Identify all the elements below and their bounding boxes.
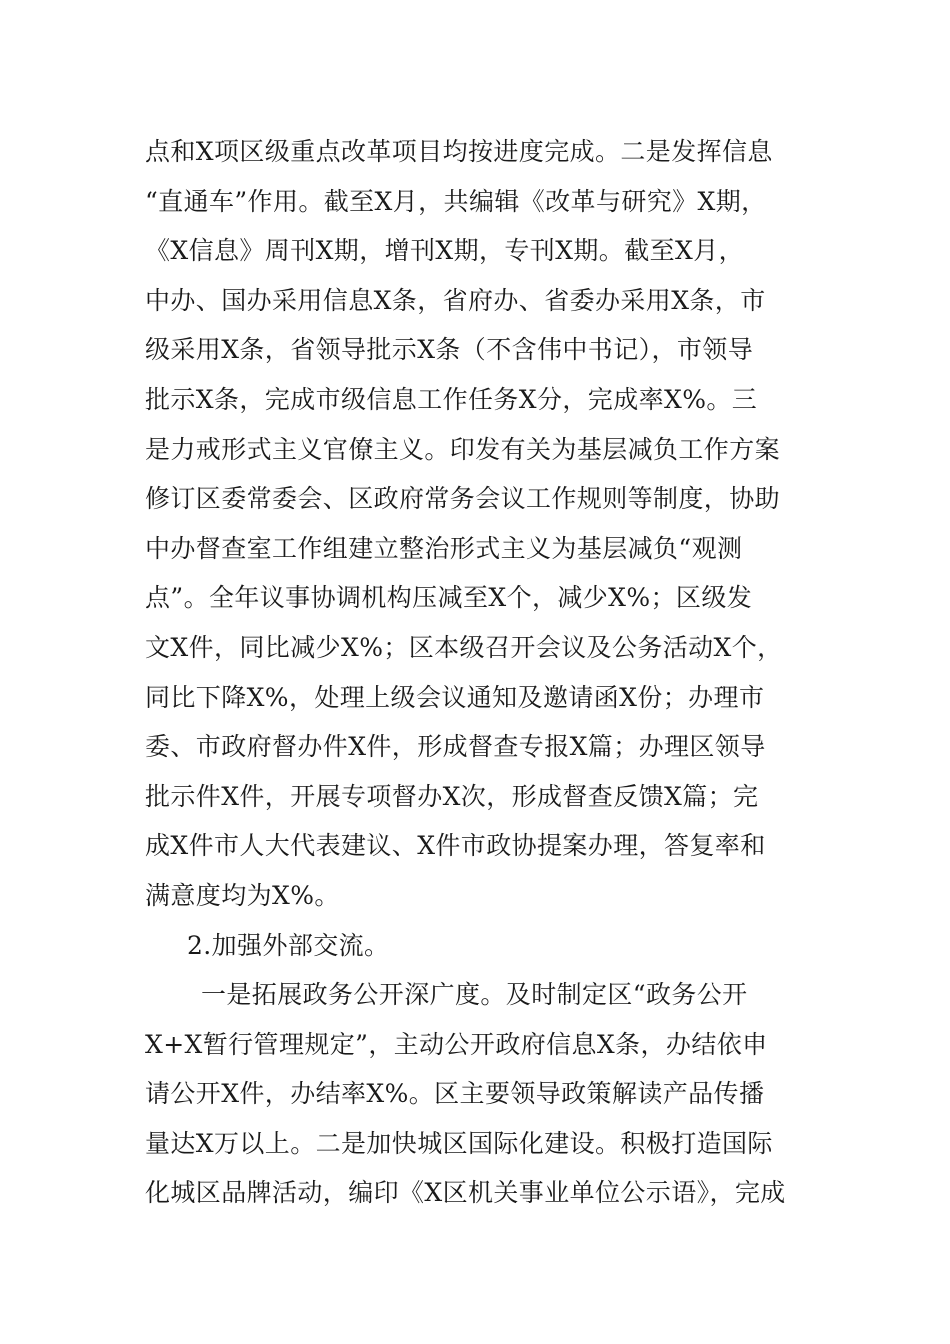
- text-line: 《X信息》周刊X期，增刊X期，专刊X期。截至X月，: [145, 236, 744, 266]
- text-line: 量达X万以上。二是加快城区国际化建设。积极打造国际: [145, 1128, 773, 1158]
- text-line: 点和X项区级重点改革项目均按进度完成。二是发挥信息: [145, 137, 773, 166]
- text-line: 成X件市人大代表建议、X件市政协提案办理，答复率和: [145, 831, 766, 861]
- text-line: “直通车”作用。截至X月，共编辑《改革与研究》X期，: [145, 186, 767, 216]
- text-line: 文X件，同比减少X%；区本级召开会议及公务活动X个，: [145, 632, 783, 662]
- section-heading: 2.加强外部交流。: [187, 930, 390, 960]
- text-line: 中办、国办采用信息X条，省府办、省委办采用X条，市: [145, 285, 766, 315]
- text-line: 请公开X件，办结率X%。区主要领导政策解读产品传播: [145, 1079, 765, 1109]
- text-line: 批示X条，完成市级信息工作任务X分，完成率X%。三: [145, 384, 758, 414]
- text-line: 中办督查室工作组建立整治形式主义为基层减负“观测: [145, 533, 743, 563]
- text-line: 点”。全年议事协调机构压减至X个，减少X%；区级发: [145, 583, 753, 613]
- document-body: [145, 127, 825, 1218]
- text-line: 化城区品牌活动，编印《X区机关事业单位公示语》，完成: [145, 1178, 786, 1208]
- text-line: 委、市政府督办件X件，形成督查专报X篇；办理区领导: [145, 732, 766, 762]
- text-line: 修订区委常委会、区政府常务会议工作规则等制度，协助: [145, 484, 781, 514]
- text-line: 同比下降X%，处理上级会议通知及邀请函X份；办理市: [145, 682, 765, 712]
- text-line: 满意度均为X%。: [145, 880, 340, 910]
- text-line: 是力戒形式主义官僚主义。印发有关为基层减负工作方案: [145, 434, 781, 464]
- text-line: 级采用X条，省领导批示X条（不含伟中书记），市领导: [145, 335, 754, 365]
- text-line: X+X暂行管理规定”，主动公开政府信息X条，办结依申: [145, 1029, 768, 1059]
- text-line: 批示件X件，开展专项督办X次，形成督查反馈X篇；完: [145, 781, 759, 811]
- paragraph-first-line: 一是拓展政务公开深广度。及时制定区“政务公开: [201, 980, 748, 1010]
